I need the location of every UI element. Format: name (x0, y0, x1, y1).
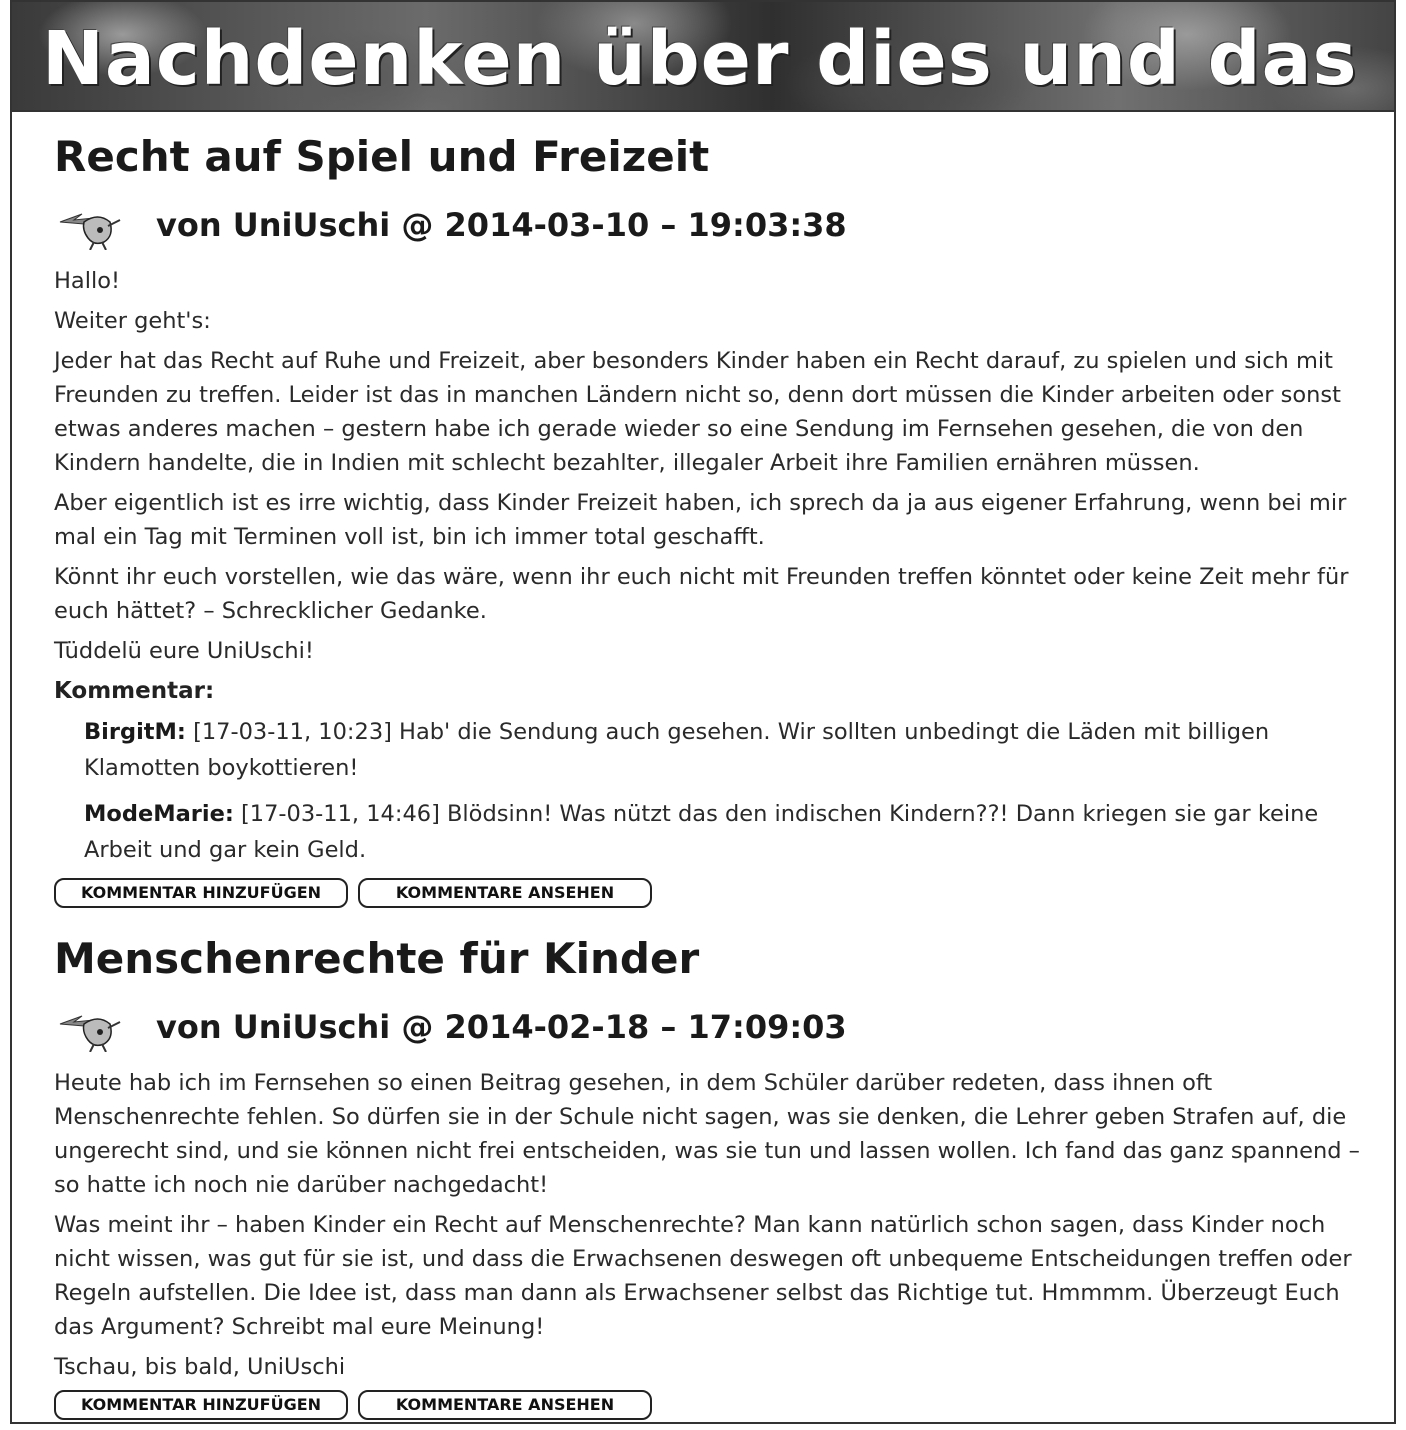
comment (84, 714, 1364, 786)
blog-content (54, 132, 1364, 1420)
post-byline (54, 200, 1364, 250)
add-comment-button[interactable]: KOMMENTAR HINZUFÜGEN (54, 878, 348, 908)
post-paragraph: Heute hab ich im Fernsehen so einen Beitrag gesehen, in dem Schüler darüber redeten, dass ihnen oft Menschenrechte fehlen. So dürfen sie in der Schule nicht sagen, was sie denken, die Lehrer geben Strafen auf, die ungerecht sind, und sie können nicht frei entscheiden, was sie tun und lassen wollen. Ich fand das ganz spannend – so hatte ich noch nie darüber nachgedacht! (54, 1070, 1360, 1198)
post-paragraph: Was meint ihr – haben Kinder ein Recht auf Menschenrechte? Man kann natürlich schon sagen, dass Kinder noch nicht wissen, was gut für sie ist, und dass die Erwachsenen deswegen oft unbequeme Entscheidungen treffen oder Regeln aufstellen. Die Idee ist, dass man dann als Erwachsener selbst das Richtige tut. Hmmmm. Überzeugt Euch das Argument? Schreibt mal eure Meinung! (54, 1212, 1352, 1340)
post-paragraph: Tschau, bis bald, UniUschi (54, 1354, 346, 1380)
post-title[interactable]: Menschenrechte für Kinder (54, 934, 700, 983)
blog-post (54, 132, 1364, 908)
unicorn-avatar-icon (54, 200, 124, 250)
blog-post (54, 934, 1364, 1420)
comment-author: BirgitM: (84, 719, 186, 745)
comment-author: ModeMarie: (84, 801, 234, 827)
comment-text: [17-03-11, 14:46] Blödsinn! Was nützt das den indischen Kindern??! Dann kriegen sie gar keine Arbeit und gar kein Geld. (84, 801, 1319, 863)
header-banner (12, 2, 1394, 112)
post-paragraph: Aber eigentlich ist es irre wichtig, dass Kinder Freizeit haben, ich sprech da ja aus eigener Erfahrung, wenn bei mir mal ein Tag mit Terminen voll ist, bin ich immer total geschafft. (54, 490, 1347, 550)
post-paragraph: Weiter geht's: (54, 308, 211, 334)
post-paragraph: Könnt ihr euch vorstellen, wie das wäre, wenn ihr euch nicht mit Freunden treffen könntet oder keine Zeit mehr für euch hättet? – Schrecklicher Gedanke. (54, 564, 1349, 624)
comment (84, 796, 1364, 868)
comment-text: [17-03-11, 10:23] Hab' die Sendung auch gesehen. Wir sollten unbedingt die Läden mit billigen Klamotten boykottieren! (84, 719, 1270, 781)
unicorn-avatar-icon (54, 1002, 124, 1052)
post-paragraph: Jeder hat das Recht auf Ruhe und Freizeit, aber besonders Kinder haben ein Recht darauf, zu spielen und sich mit Freunden zu treffen. Leider ist das in manchen Ländern nicht so, denn dort müssen die Kinder arbeiten oder sonst etwas anderes machen – gestern habe ich gerade wieder so eine Sendung im Fernsehen gesehen, die von den Kindern handelte, die in Indien mit schlecht bezahlter, illegaler Arbeit ihre Familien ernähren müssen. (54, 348, 1341, 476)
post-paragraph: Tüddelü eure UniUschi! (54, 638, 314, 664)
post-body (54, 1066, 1364, 1384)
view-comments-button[interactable]: KOMMENTARE ANSEHEN (358, 1390, 652, 1420)
view-comments-button[interactable]: KOMMENTARE ANSEHEN (358, 878, 652, 908)
post-title[interactable]: Recht auf Spiel und Freizeit (54, 132, 710, 181)
comments-label: Kommentar: (54, 678, 215, 704)
post-byline-text: von UniUschi @ 2014-02-18 – 17:09:03 (156, 1008, 847, 1046)
blog-frame (10, 0, 1396, 1424)
post-actions (54, 878, 1364, 908)
post-byline-text: von UniUschi @ 2014-03-10 – 19:03:38 (156, 206, 847, 244)
post-paragraph: Hallo! (54, 268, 120, 294)
post-actions (54, 1390, 1364, 1420)
add-comment-button[interactable]: KOMMENTAR HINZUFÜGEN (54, 1390, 348, 1420)
blog-title: Nachdenken über dies und das (42, 16, 1358, 102)
post-body (54, 264, 1364, 868)
post-byline (54, 1002, 1364, 1052)
